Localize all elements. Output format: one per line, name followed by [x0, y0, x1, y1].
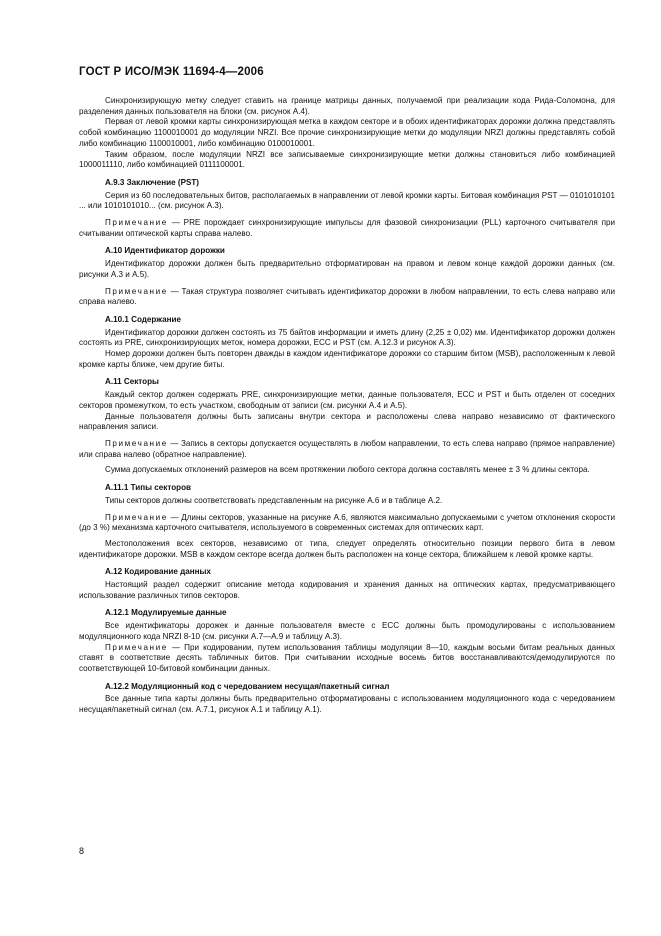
section-heading: А.11 Секторы: [105, 377, 159, 387]
note-paragraph: [79, 287, 615, 308]
section-heading: А.10.1 Содержание: [105, 314, 181, 324]
section-heading: А.11.1 Типы секторов: [105, 483, 192, 493]
section-heading: А.9.3 Заключение (PST): [105, 177, 200, 187]
note-label: Примечание: [105, 642, 168, 652]
section-heading: А.12 Кодирование данных: [105, 567, 211, 577]
note-text: — PRE порождает синхронизирующие импульсы для фазовой синхронизации (PLL) карточного считывателя при считывании оптической карты справа налево.: [79, 218, 615, 238]
note-paragraph: [79, 643, 615, 675]
note-label: Примечание: [105, 286, 168, 296]
note-label: Примечание: [105, 218, 168, 228]
section-heading: А.12.1 Модулируемые данные: [105, 608, 227, 618]
body-paragraph: Все данные типа карты должны быть предварительно отформатированы с использованием модуляционного кода с чередованием несущая/пакетный сигнал (см. А.7.1, рисунок А.1 и таблицу А.1).: [79, 694, 615, 715]
body-paragraph: Данные пользователя должны быть записаны внутри сектора и расположены слева направо независимо от фактического направления записи.: [79, 411, 615, 432]
body-paragraph: Идентификатор дорожки должен быть предварительно отформатирован на правом и левом конце каждой дорожки данных (см. рисунки А.3 и А.5).: [79, 259, 615, 279]
note-text: — Такая структура позволяет считывать идентификатор дорожки в любом направлении, то есть слева направо или справа налево.: [79, 286, 615, 307]
body-paragraph: Таким образом, после модуляции NRZI все записываемые синхронизирующие метки должны становиться либо комбинацией 1000011110, либо комбинацией 0111100001.: [79, 149, 615, 170]
body-paragraph: Местоположения всех секторов, независимо от типа, следует определять относительно позиции первого бита в левом идентификаторе дорожки. MSB в каждом секторе всегда должен быть расположен на конце сектора, ближайшем к левой кромке карты.: [79, 538, 615, 559]
note-text: — Длины секторов, указанные на рисунке А.6, являются максимально допускаемыми с учетом отклонения скорости (до 3 %) механизма карточного считывателя, используемого в современных системах для оптических карт.: [79, 512, 615, 533]
body-paragraph: Идентификатор дорожки должен состоять из 75 байтов информации и иметь длину (2,25 ± 0,02) мм. Идентификатор дорожки должен состоять из PRE, синхронизирующих меток, номера дорожки, ECC и PST (см. А.12.3 и рисунок А.3).: [79, 327, 615, 348]
note-text: — При кодировании, путем использования таблицы модуляции 8—10, каждым восьми битам реальных данных ставят в соответствие десять табличных битов. При считывании исходные восемь битов восстанавливаются/демодулируются по соответствующей 10-битовой комбинации данных.: [79, 642, 615, 673]
body-paragraph: Каждый сектор должен содержать PRE, синхронизирующие метки, данные пользователя, ECC и PST и быть отделен от соседних секторов промежутком, то есть участком, свободным от записи (см. рисунки А.4 и А.5).: [79, 390, 615, 410]
note-text: — Запись в секторы допускается осуществлять в любом направлении, то есть слева направо (прямое направление) или справа налево (обратное направление).: [79, 438, 615, 459]
body-paragraph: Типы секторов должны соответствовать представленным на рисунке А.6 и в таблице А.2.: [105, 495, 443, 505]
body-paragraph: Все идентификаторы дорожек и данные пользователя вместе с ECC должны быть промодулированы с использованием модуляционного кода NRZI 8-10 (см. рисунки А.7—А.9 и таблицу А.3).: [79, 621, 615, 641]
body-paragraph: Синхронизирующую метку следует ставить на границе матрицы данных, получаемой при реализации кода Рида-Соломона, для разделения данных пользователя на блоки (см. рисунок А.4).: [79, 96, 615, 116]
body-paragraph: Первая от левой кромки карты синхронизирующая метка в каждом секторе и в обоих идентификаторах дорожки должна представлять собой комбинацию 1100010001 до модуляции NRZI. Все прочие синхронизирующие метки до модуляции NRZI должны представлять собой либо комбинацию 1100010001, либо комбинацию 0100010001.: [79, 117, 615, 148]
section-heading: А.10 Идентификатор дорожки: [105, 246, 225, 256]
document-body: [79, 96, 615, 716]
body-paragraph: Настоящий раздел содержит описание метода кодирования и хранения данных на оптических картах, предусматривающего использование различных типов секторов.: [79, 580, 615, 600]
note-label: Примечание: [105, 438, 168, 448]
body-paragraph: Сумма допускаемых отклонений размеров на всем протяжении любого сектора должна составлять менее ± 3 % длины сектора.: [105, 465, 590, 475]
note-paragraph: [79, 439, 615, 460]
document-header: ГОСТ Р ИСО/МЭК 11694-4—2006: [79, 66, 264, 78]
note-label: Примечание: [105, 512, 168, 522]
body-paragraph: Серия из 60 последовательных битов, располагаемых в направлении от левой кромки карты. Битовая комбинация PST — 0101010101 ... или 1010101010... (см. рисунок А.3).: [79, 190, 615, 211]
page-number: 8: [79, 846, 85, 856]
section-heading: А.12.2 Модуляционный код с чередованием несущая/пакетный сигнал: [105, 681, 390, 691]
body-paragraph: Номер дорожки должен быть повторен дважды в каждом идентификаторе дорожки со старшим битом (MSB), расположенным к левой кромке карты ближе, чем другие биты.: [79, 349, 615, 369]
note-paragraph: [79, 513, 615, 534]
note-paragraph: [79, 218, 615, 239]
